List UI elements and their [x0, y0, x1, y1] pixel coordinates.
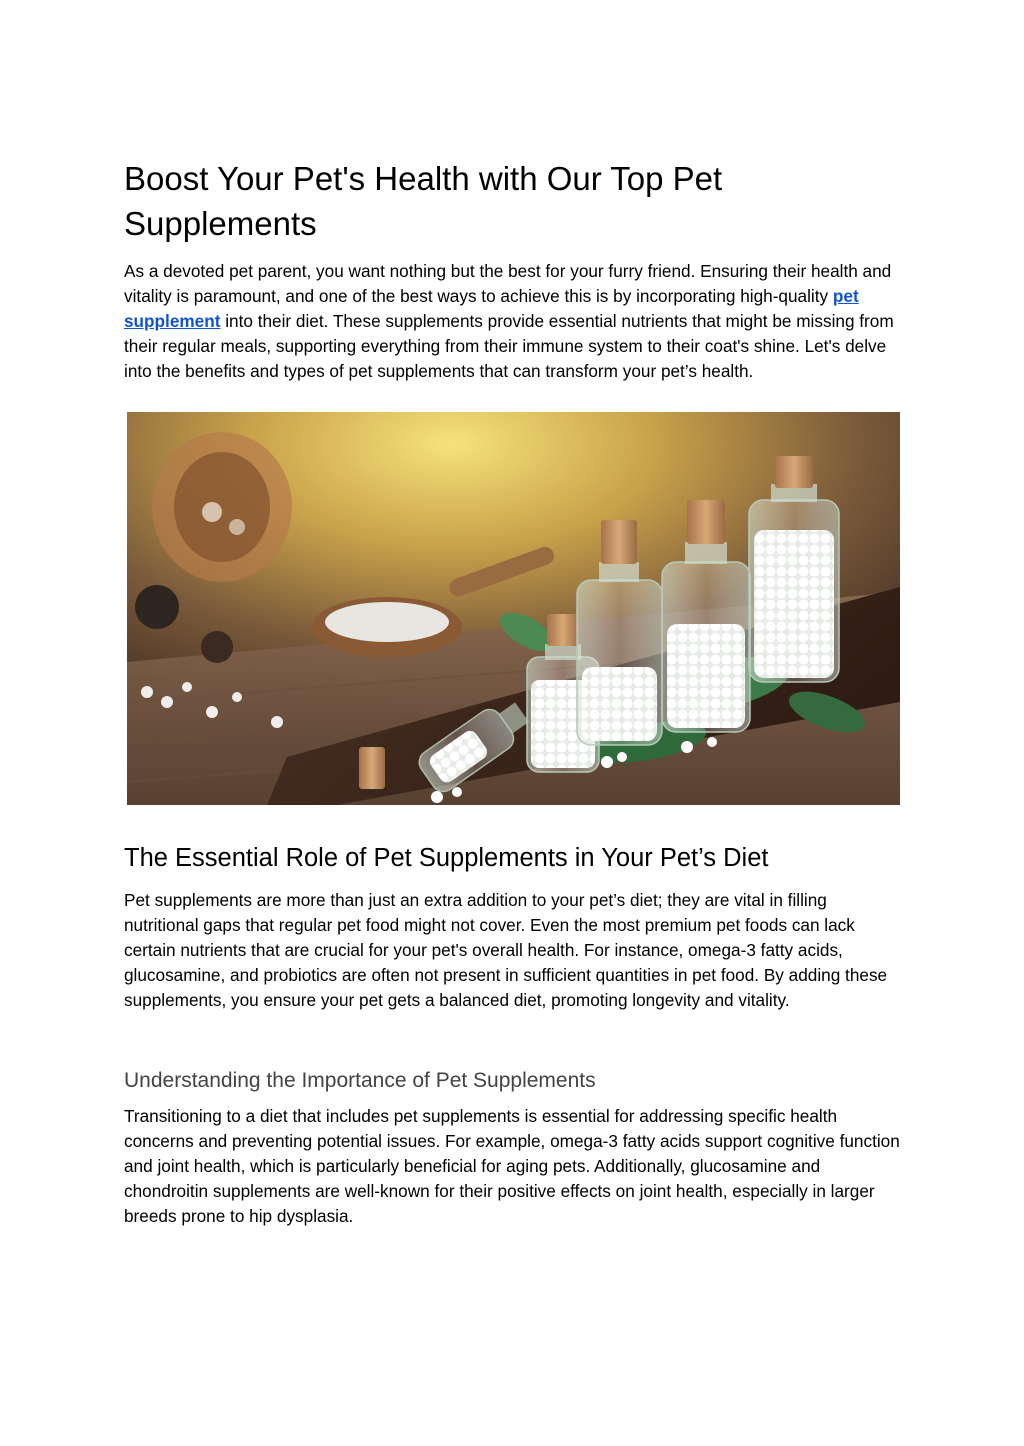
intro-paragraph: [124, 259, 900, 384]
section-heading-importance: Understanding the Importance of Pet Supplements: [124, 1069, 596, 1092]
section-importance-body: Transitioning to a diet that includes pet supplements is essential for addressing specific health concerns and preventing potential issues. For example, omega-3 fatty acids support cognitive function and joint health, which is particularly beneficial for aging pets. Additionally, glucosamine and chondroitin supplements are well-known for their positive effects on joint health, especially in larger breeds prone to hip dysplasia.: [124, 1106, 900, 1226]
pet-supplement-link[interactable]: pet supplement: [124, 286, 859, 331]
intro-text-after-link: into their diet. These supplements provide essential nutrients that might be missing from their regular meals, supporting everything from their immune system to their coat's shine. Let's delve into the benefits and types of pet supplements that can transform your pet’s health.: [124, 311, 894, 381]
intro-text-before-link: As a devoted pet parent, you want nothing but the best for your furry friend. Ensuring their health and vitality is paramount, and one of the best ways to achieve this is by incorporating high-quality: [124, 261, 892, 306]
section-heading-essential-role: The Essential Role of Pet Supplements in Your Pet’s Diet: [124, 844, 769, 872]
article-title: Boost Your Pet's Health with Our Top Pet Supplements: [124, 160, 723, 242]
supplement-bottles-photo: [127, 412, 900, 805]
section-essential-role-body: Pet supplements are more than just an extra addition to your pet’s diet; they are vital in filling nutritional gaps that regular pet food might not cover. Even the most premium pet foods can lack certain nutrients that are crucial for your pet's overall health. For instance, omega-3 fatty acids, glucosamine, and probiotics are often not present in sufficient quantities in pet food. By adding these supplements, you ensure your pet gets a balanced diet, promoting longevity and vitality.: [124, 890, 888, 1010]
